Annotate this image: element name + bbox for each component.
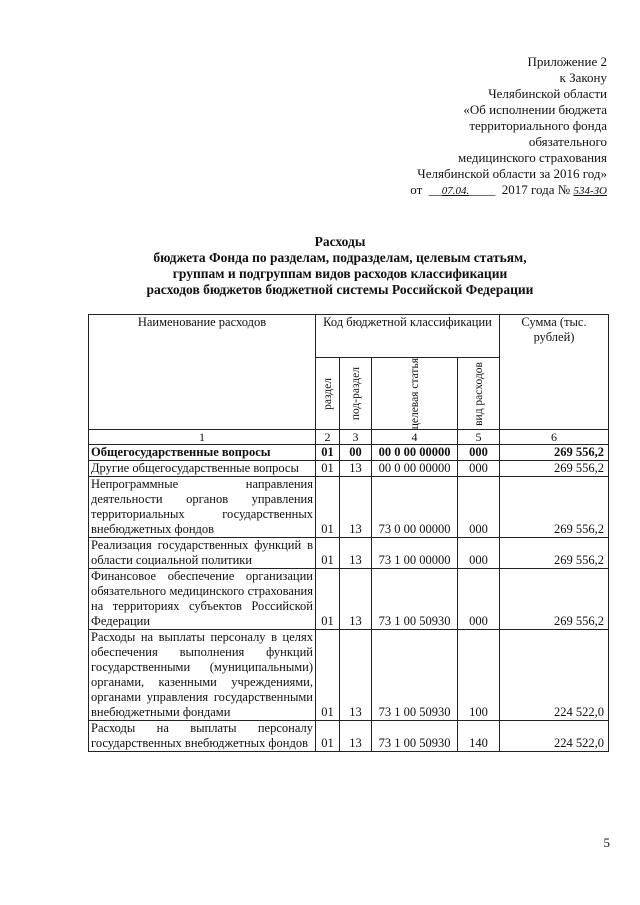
law-date: 07.04. [441,185,470,197]
title-line: расходов бюджетов бюджетной системы Российской Федерации [146,282,534,297]
row-kind: 000 [458,569,500,630]
row-kind: 100 [458,630,500,721]
appendix-line: медицинского страхования [458,150,607,165]
row-sum: 269 556,2 [500,461,609,477]
column-number: 6 [500,430,609,445]
row-target: 00 0 00 00000 [372,461,458,477]
row-target: 73 1 00 50930 [372,721,458,752]
appendix-line: обязательного [528,134,607,149]
header-target: целевая статья [408,358,421,430]
header-kind: вид расходов [472,361,485,426]
row-subsection: 13 [340,538,372,569]
row-section: 01 [316,445,340,461]
title-line: группам и подгруппам видов расходов классификации [172,266,508,281]
row-subsection: 13 [340,630,372,721]
row-target: 00 0 00 00000 [372,445,458,461]
row-target: 73 1 00 50930 [372,569,458,630]
row-section: 01 [316,569,340,630]
column-number: 5 [458,430,500,445]
appendix-line: к Закону [559,70,607,85]
row-name: Финансовое обеспечение организации обязательного медицинского страхования на территориях субъектов Российской Федерации [89,569,316,630]
row-section: 01 [316,630,340,721]
row-section: 01 [316,461,340,477]
table-row [89,538,609,569]
row-section: 01 [316,721,340,752]
table-row [89,445,609,461]
row-target: 73 1 00 00000 [372,538,458,569]
expenses-table [88,314,609,752]
row-name: Непрограммные направления деятельности органов управления территориальных государственных внебюджетных фондов [89,477,316,538]
row-name: Общегосударственные вопросы [89,445,316,461]
document-title [70,234,610,298]
row-target: 73 0 00 00000 [372,477,458,538]
row-sum: 224 522,0 [500,721,609,752]
header-sum: Сумма (тыс. рублей) [500,315,609,430]
column-number: 4 [372,430,458,445]
table-row [89,630,609,721]
row-sum: 224 522,0 [500,630,609,721]
table-row [89,477,609,538]
row-sum: 269 556,2 [500,569,609,630]
row-name: Расходы на выплаты персоналу в целях обеспечения выполнения функций государственными (муниципальными) органами, казенными учреждениями, органами управления государственными внебюджетными фондами [89,630,316,721]
row-name: Расходы на выплаты персоналу государственных внебюджетных фондов [89,721,316,752]
row-subsection: 13 [340,569,372,630]
row-kind: 140 [458,721,500,752]
row-name: Другие общегосударственные вопросы [89,461,316,477]
table-row [89,461,609,477]
title-line: бюджета Фонда по разделам, подразделам, целевым статьям, [153,250,527,265]
row-kind: 000 [458,445,500,461]
law-number: 534-ЗО [573,185,607,197]
row-kind: 000 [458,461,500,477]
appendix-line: Челябинской области [488,86,607,101]
row-section: 01 [316,477,340,538]
table-row [89,721,609,752]
column-number: 2 [316,430,340,445]
appendix-line: Челябинской области за 2016 год» [417,166,607,181]
title-line: Расходы [314,234,366,249]
row-target: 73 1 00 50930 [372,630,458,721]
appendix-line: Приложение 2 [527,54,607,69]
column-number: 3 [340,430,372,445]
page-number: 5 [603,835,610,850]
from-prefix: от [410,182,423,197]
row-sum: 269 556,2 [500,538,609,569]
row-subsection: 13 [340,721,372,752]
header-subsection: под-раздел [349,367,362,421]
row-kind: 000 [458,477,500,538]
header-section: раздел [321,377,334,410]
row-name: Реализация государственных функций в области социальной политики [89,538,316,569]
row-sum: 269 556,2 [500,477,609,538]
row-subsection: 13 [340,461,372,477]
header-code: Код бюджетной классификации [316,315,500,358]
row-kind: 000 [458,538,500,569]
law-year: 2017 года № [501,182,571,197]
row-subsection: 00 [340,445,372,461]
appendix-block [287,54,607,199]
column-number: 1 [89,430,316,445]
header-name: Наименование расходов [89,315,316,430]
appendix-line: территориального фонда [469,118,607,133]
row-subsection: 13 [340,477,372,538]
row-section: 01 [316,538,340,569]
row-sum: 269 556,2 [500,445,609,461]
appendix-line: «Об исполнении бюджета [463,102,607,117]
table-row [89,569,609,630]
law-date-line: от __07.04.____ 2017 года № 534-ЗО [410,182,607,197]
